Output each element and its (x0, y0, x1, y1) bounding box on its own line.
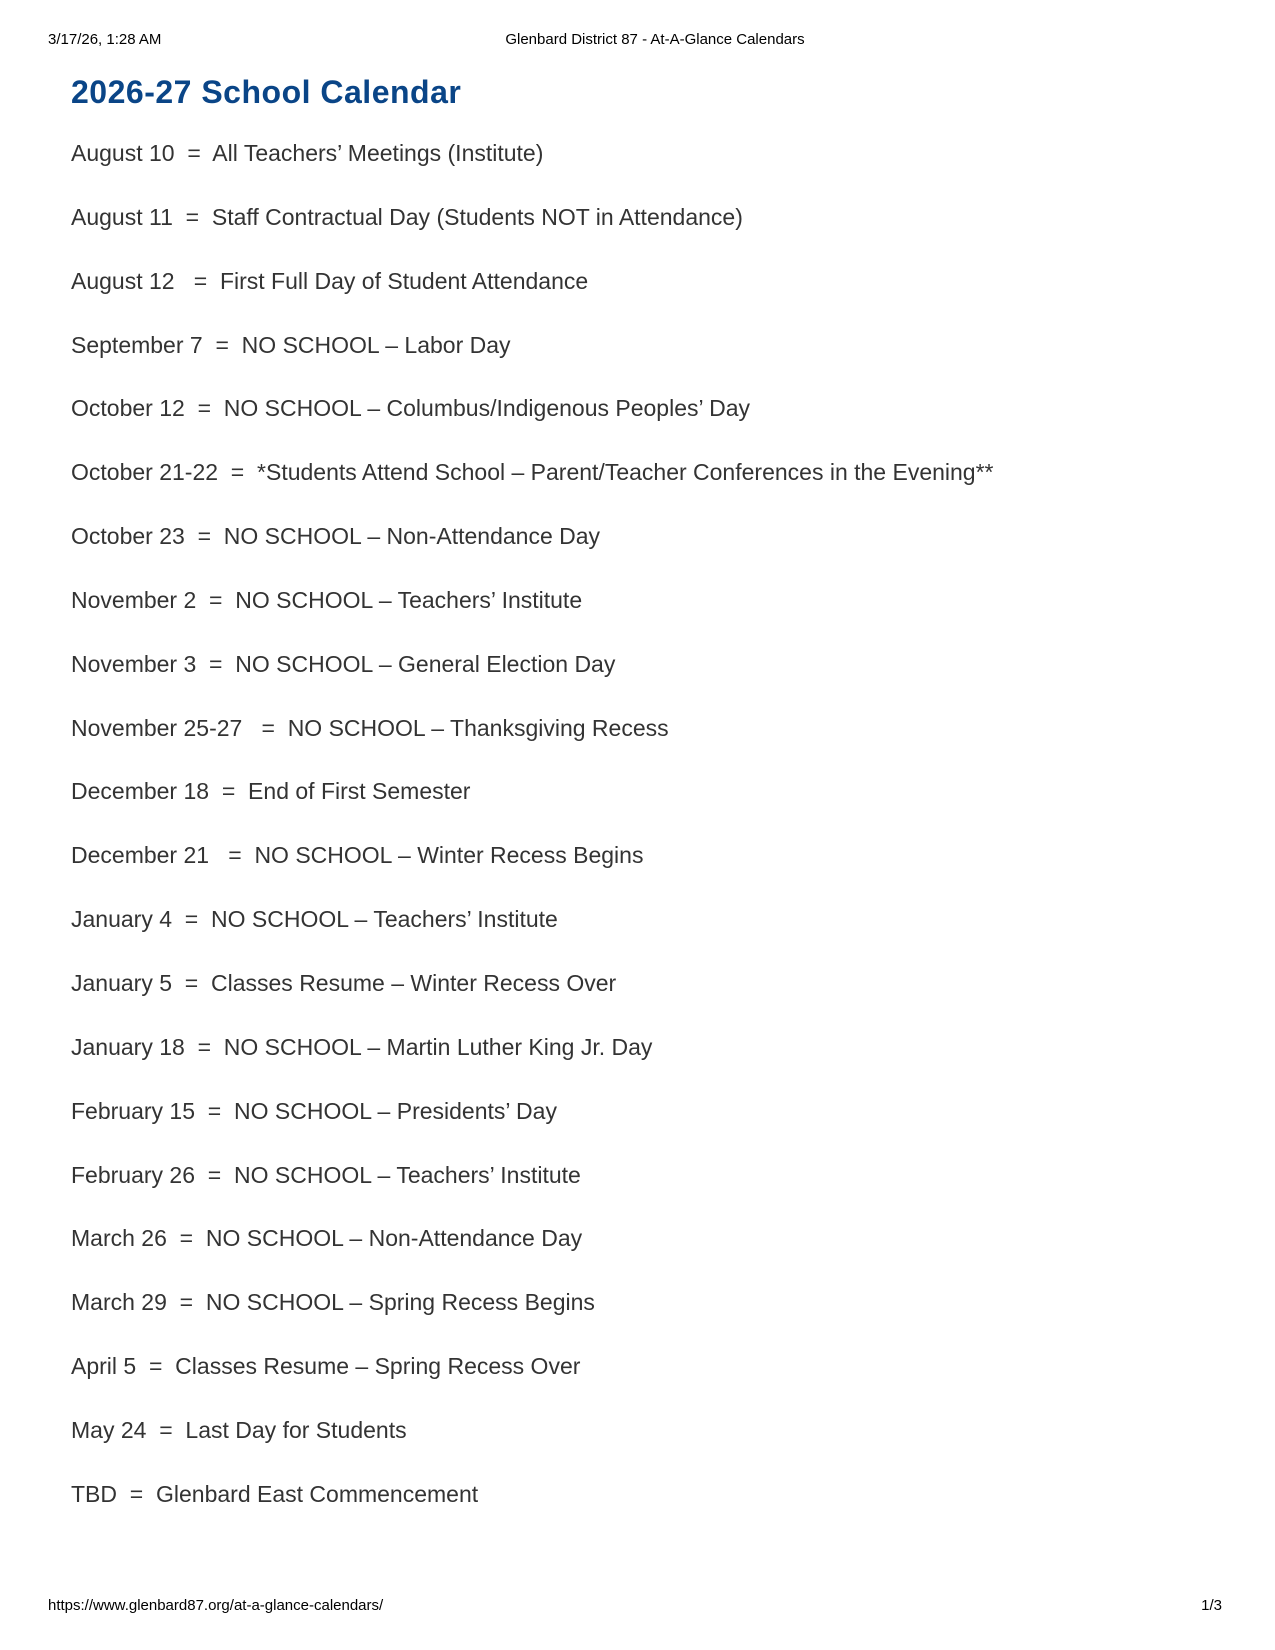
calendar-entry: August 11 = Staff Contractual Day (Students NOT in Attendance) (71, 203, 743, 230)
calendar-entry: February 26 = NO SCHOOL – Teachers’ Institute (71, 1161, 581, 1188)
calendar-entry: January 4 = NO SCHOOL – Teachers’ Institute (71, 906, 558, 933)
calendar-entry: February 15 = NO SCHOOL – Presidents’ Day (71, 1097, 557, 1124)
calendar-entry: August 12 = First Full Day of Student Attendance (71, 267, 589, 294)
calendar-entry: October 21-22 = *Students Attend School – Parent/Teacher Conferences in the Evening** (71, 459, 994, 486)
calendar-entry: October 23 = NO SCHOOL – Non-Attendance Day (71, 523, 601, 550)
calendar-entry: December 21 = NO SCHOOL – Winter Recess Begins (71, 842, 644, 869)
calendar-entry: November 25-27 = NO SCHOOL – Thanksgiving Recess (71, 714, 669, 741)
calendar-entry: January 5 = Classes Resume – Winter Recess Over (71, 969, 617, 996)
calendar-list (71, 140, 994, 1545)
calendar-entry: October 12 = NO SCHOOL – Columbus/Indigenous Peoples’ Day (71, 395, 751, 422)
calendar-entry: April 5 = Classes Resume – Spring Recess Over (71, 1353, 581, 1380)
print-datetime: 3/17/26, 1:28 AM (48, 31, 162, 48)
calendar-entry: March 26 = NO SCHOOL – Non-Attendance Day (71, 1225, 583, 1252)
calendar-entry: May 24 = Last Day for Students (71, 1416, 407, 1443)
calendar-entry: August 10 = All Teachers’ Meetings (Institute) (71, 140, 544, 166)
calendar-entry: TBD = Glenbard East Commencement (71, 1480, 479, 1507)
calendar-entry: January 18 = NO SCHOOL – Martin Luther King Jr. Day (71, 1033, 653, 1060)
calendar-entry: September 7 = NO SCHOOL – Labor Day (71, 331, 511, 358)
page-title: 2026-27 School Calendar (71, 74, 462, 110)
calendar-entry: November 2 = NO SCHOOL – Teachers’ Institute (71, 586, 583, 613)
print-url: https://www.glenbard87.org/at-a-glance-calendars/ (48, 1597, 384, 1614)
print-page-title: Glenbard District 87 - At-A-Glance Calendars (505, 31, 805, 48)
calendar-entry: December 18 = End of First Semester (71, 778, 471, 805)
calendar-entry: November 3 = NO SCHOOL – General Election Day (71, 650, 616, 677)
page-number: 1/3 (1201, 1597, 1222, 1614)
calendar-entry: March 29 = NO SCHOOL – Spring Recess Begins (71, 1289, 595, 1316)
